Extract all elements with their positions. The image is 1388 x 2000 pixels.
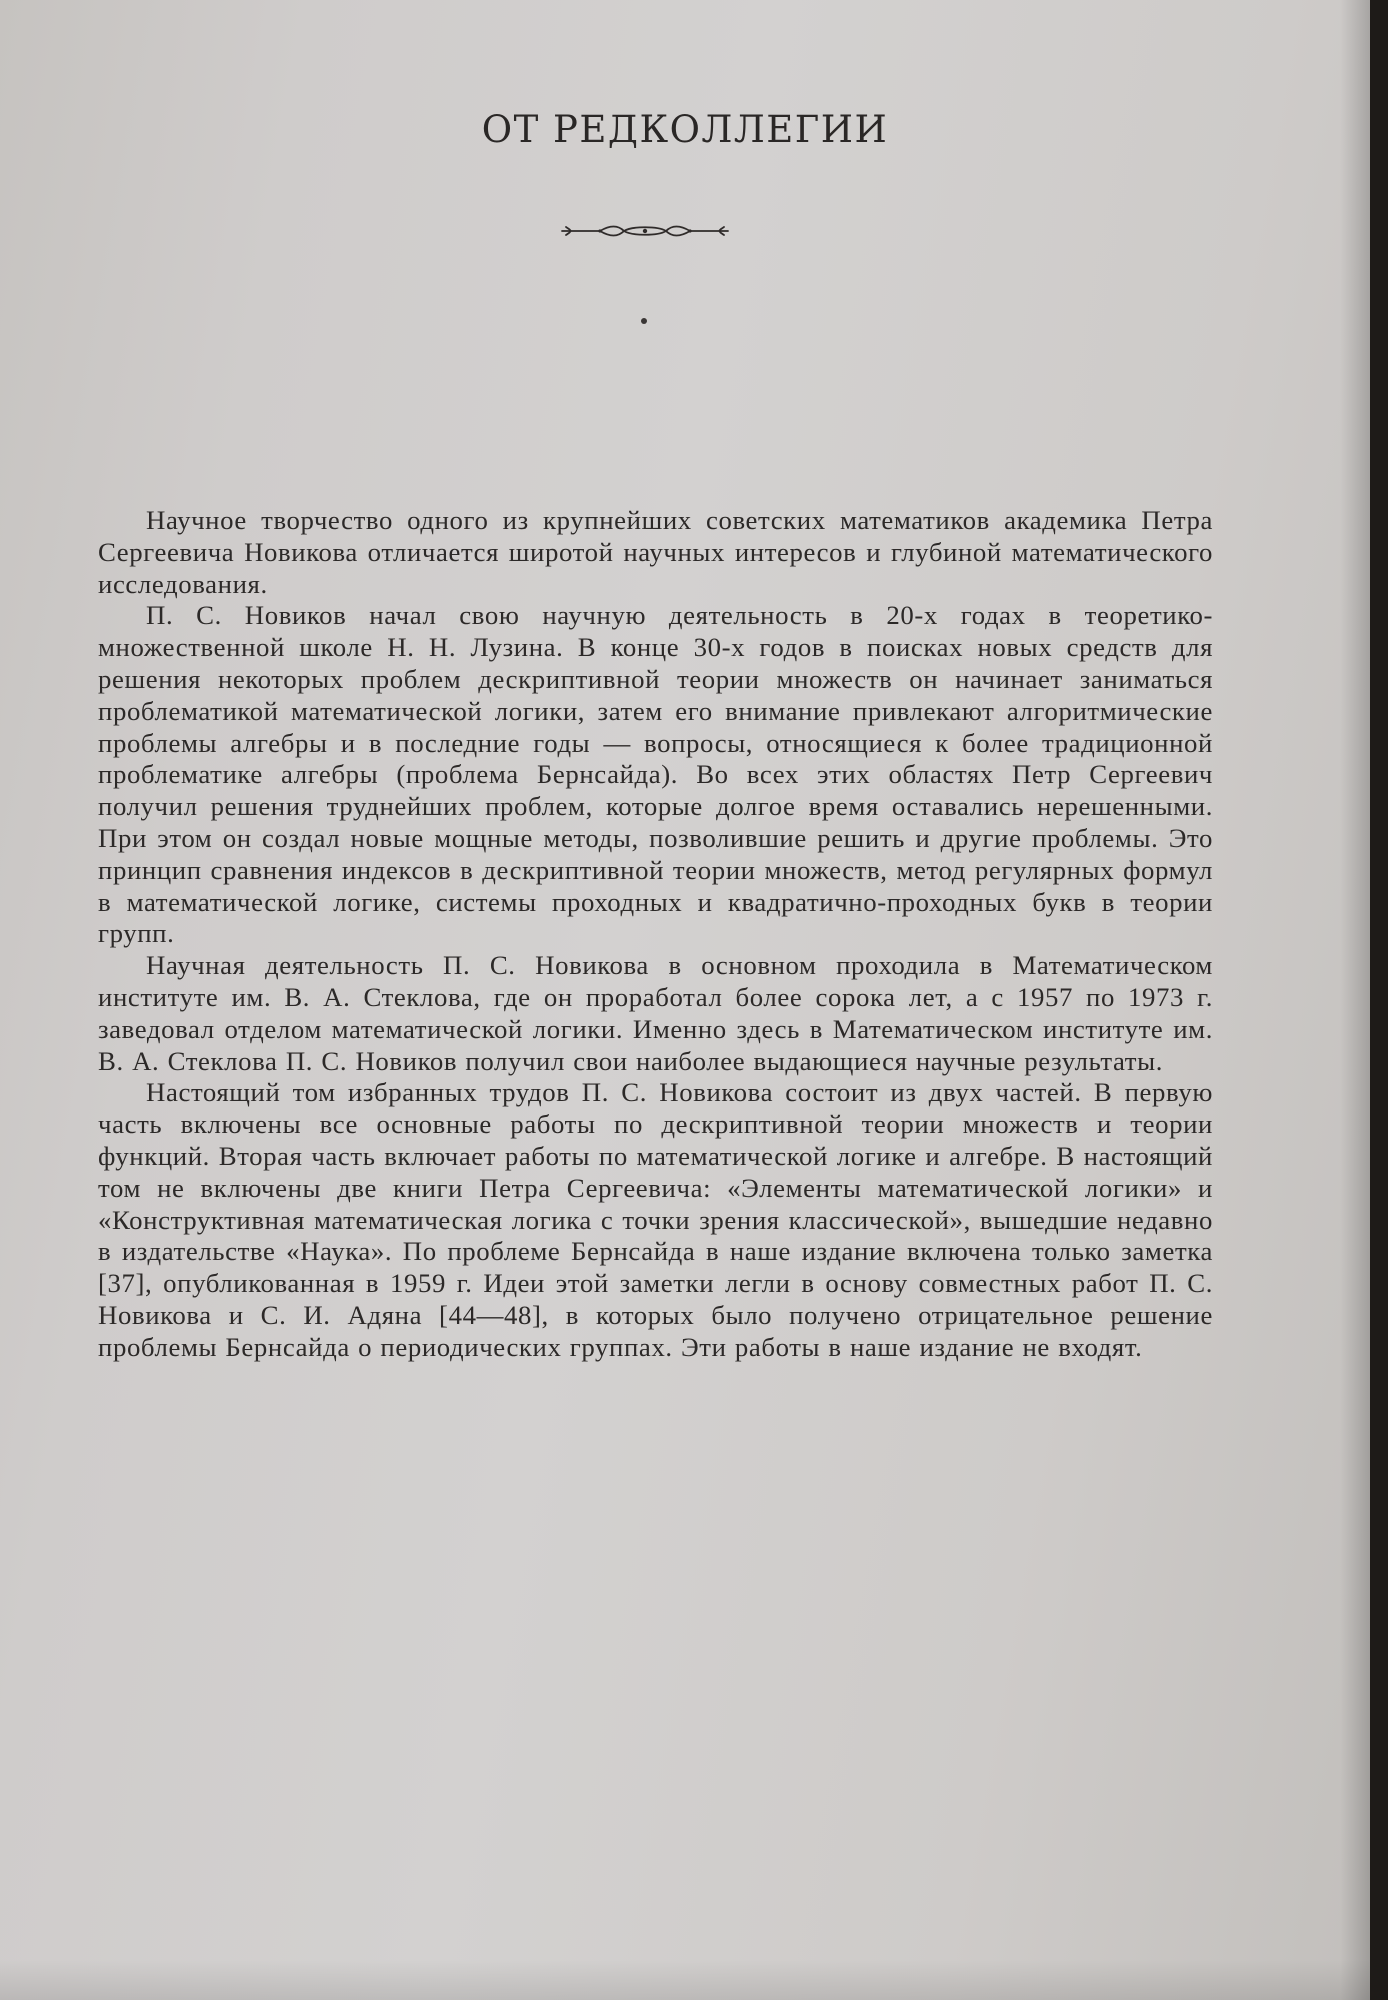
paragraph-4: Настоящий том избранных трудов П. С. Новикова состоит из двух частей. В первую часть включены все основные работы по дескриптивной теории множеств и теории функций. Вторая часть включает работы по математической логике и алгебре. В настоящий том не включены две книги Петра Сергеевича: «Элементы математической логики» и «Конструктивная математическая логика с точки зрения классической», вышедшие недавно в издательстве «Наука». По проблеме Бернсайда в наше издание включена только заметка [37], опубликованная в 1959 г. Идеи этой заметки легли в основу совместных работ П. С. Новикова и С. И. Адяна [44—48], в которых было получено отрицательное решение проблемы Бернсайда о периодических группах. Эти работы в наше издание не входят. <box>98 1077 1213 1362</box>
article-body <box>98 505 1213 1364</box>
paragraph-2: П. С. Новиков начал свою научную деятельность в 20-х годах в теоретико-множественной школе Н. Н. Лузина. В конце 30-х годов в поисках новых средств для решения некоторых проблем дескриптивной теории множеств он начинает заниматься проблематикой математической логики, затем его внимание привлекают алгоритмические проблемы алгебры и в последние годы — вопросы, относящиеся к более традиционной проблематике алгебры (проблема Бернсайда). Во всех этих областях Петр Сергеевич получил решения труднейших проблем, которые долгое время оставались нерешенными. При этом он создал новые мощные методы, позволившие решить и другие проблемы. Это принцип сравнения индексов в дескриптивной теории множеств, метод регулярных формул в математической логике, системы проходных и квадратично-проходных букв в теории групп. <box>98 600 1213 949</box>
paragraph-1: Научное творчество одного из крупнейших советских математиков академика Петра Сергеевича Новикова отличается широтой научных интересов и глубиной математического исследования. <box>98 505 1213 599</box>
page-title: ОТ РЕДКОЛЛЕГИИ <box>481 108 889 151</box>
page-bottom-shadow <box>0 1960 1370 2000</box>
printed-dot <box>641 318 647 324</box>
page-edge-shadow <box>1340 0 1370 2000</box>
paragraph-3: Научная деятельность П. С. Новикова в основном проходила в Математическом институте им. В. А. Стеклова, где он проработал более сорока лет, а с 1957 по 1973 г. заведовал отделом математической логики. Именно здесь в Математическом институте им. В. А. Стеклова П. С. Новиков получил свои наиболее выдающиеся научные результаты. <box>98 950 1213 1076</box>
decorative-flourish-icon <box>560 219 730 243</box>
